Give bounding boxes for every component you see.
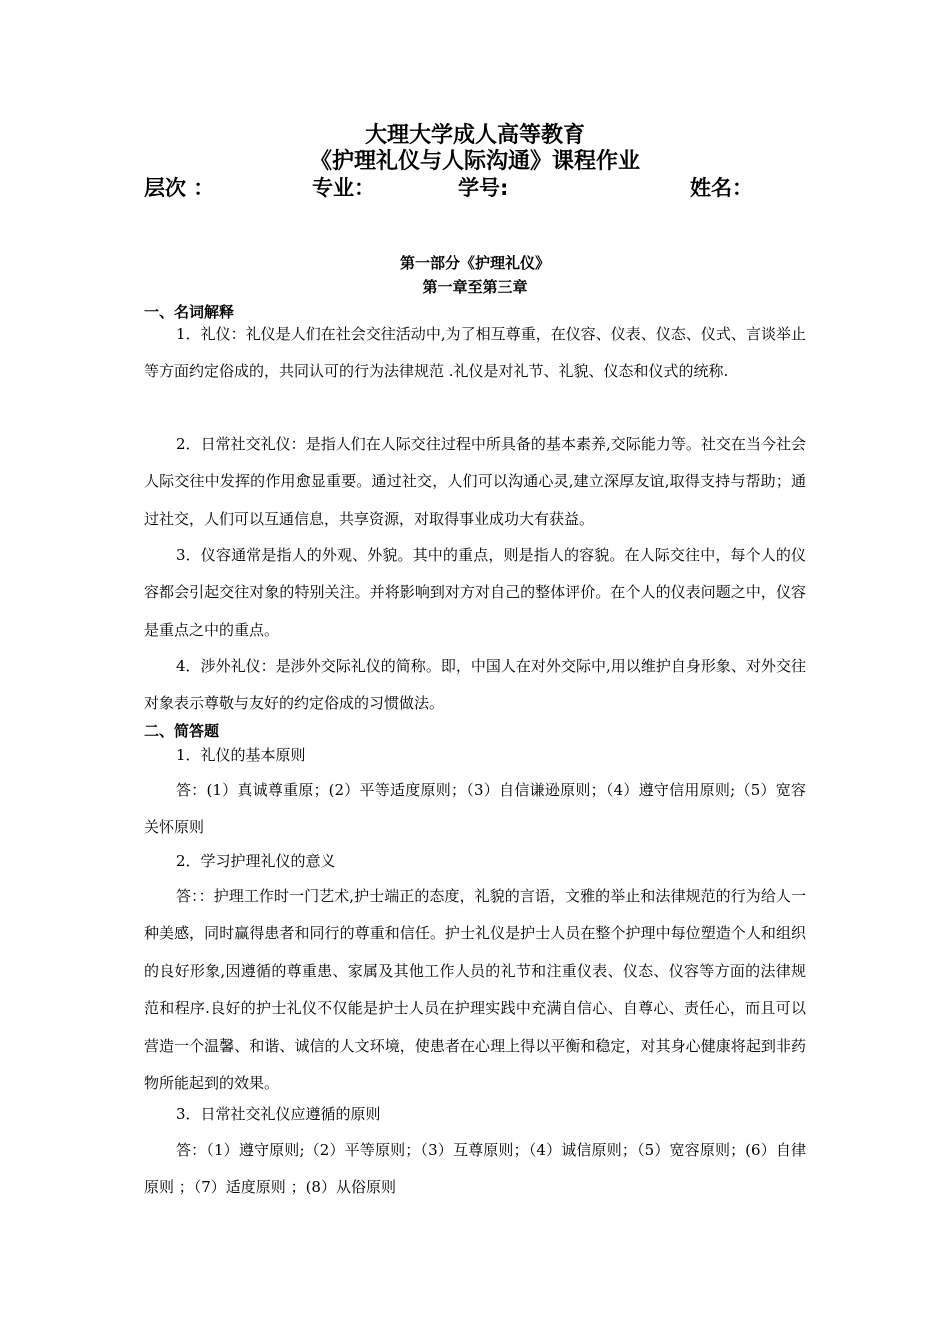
- name-label: 姓名：: [690, 176, 753, 200]
- answer-1: 答：(1）真诚尊重原；(2）平等适度原则；（3）自信谦逊原则；（4）遵守信用原则;（5）宽容关怀原则: [144, 781, 806, 837]
- level-label: 层次 ：: [144, 176, 215, 200]
- definition-item: 4．涉外礼仪：是涉外交际礼仪的简称。即，中国人在对外交际中,用以维护自身形象、对外交往对象表示尊敬与友好的约定俗成的习惯做法。: [144, 657, 806, 713]
- question-2: 2．学习护理礼仪的意义: [176, 852, 336, 870]
- definition-item: 3．仪容通常是指人的外观、外貌。其中的重点，则是指人的容貌。在人际交往中，每个人的仪容都会引起交往对象的特别关注。并将影响到对方对自己的整体评价。在个人的仪表问题之中，仪容是重点之中的重点。: [144, 546, 806, 639]
- section-heading-definitions: 一、名词解释: [144, 303, 235, 321]
- chapter-range: 第一章至第三章: [422, 278, 528, 296]
- section-heading-short-answer: 二、简答题: [144, 722, 220, 740]
- question-1: 1．礼仪的基本原则: [176, 746, 306, 764]
- course-title: 《护理礼仪与人际沟通》课程作业: [309, 149, 640, 174]
- question-3: 3．日常社交礼仪应遵循的原则: [176, 1105, 381, 1123]
- part-title: 第一部分《护理礼仪》: [399, 254, 550, 272]
- definition-item: 2．日常社交礼仪：是指人们在人际交往过程中所具备的基本素养,交际能力等。社交在当今社会人际交往中发挥的作用愈显重要。通过社交，人们可以沟通心灵,建立深厚友谊,取得支持与帮助；通过社交，人们可以互通信息，共享资源，对取得事业成功大有获益。: [144, 435, 806, 528]
- student-info-row: [0, 174, 950, 204]
- definition-item: 1．礼仪：礼仪是人们在社会交往活动中,为了相互尊重，在仪容、仪表、仪态、仪式、言谈举止等方面约定俗成的，共同认可的行为法律规范 .礼仪是对礼节、礼貌、仪态和仪式的统称.: [144, 325, 806, 381]
- answer-2: 答：：护理工作时一门艺术,护士端正的态度，礼貌的言语，文雅的举止和法律规范的行为给人一种美感，同时赢得患者和同行的尊重和信任。护士礼仪是护士人员在整个护理中每位塑造个人和组织的良好形象,因遵循的尊重患、家属及其他工作人员的礼节和注重仪表、仪态、仪容等方面的法律规范和程序.良好的护士礼仪不仅能是护士人员在护理实践中充满自信心、自尊心、责任心，而且可以营造一个温馨、和谐、诚信的人文环境，使患者在心理上得以平衡和稳定，对其身心健康将起到非药物所能起到的效果。: [144, 887, 806, 1093]
- student-id-label: 学号:: [458, 176, 509, 200]
- document-title: 大理大学成人高等教育: [364, 123, 585, 148]
- major-label: 专业：: [312, 176, 375, 200]
- answer-3: 答：（1）遵守原则;（2）平等原则；（3）互尊原则；（4）诚信原则；（5）宽容原则；(6）自律原则 ；（7）适度原则 ；(8）从俗原则: [144, 1141, 806, 1197]
